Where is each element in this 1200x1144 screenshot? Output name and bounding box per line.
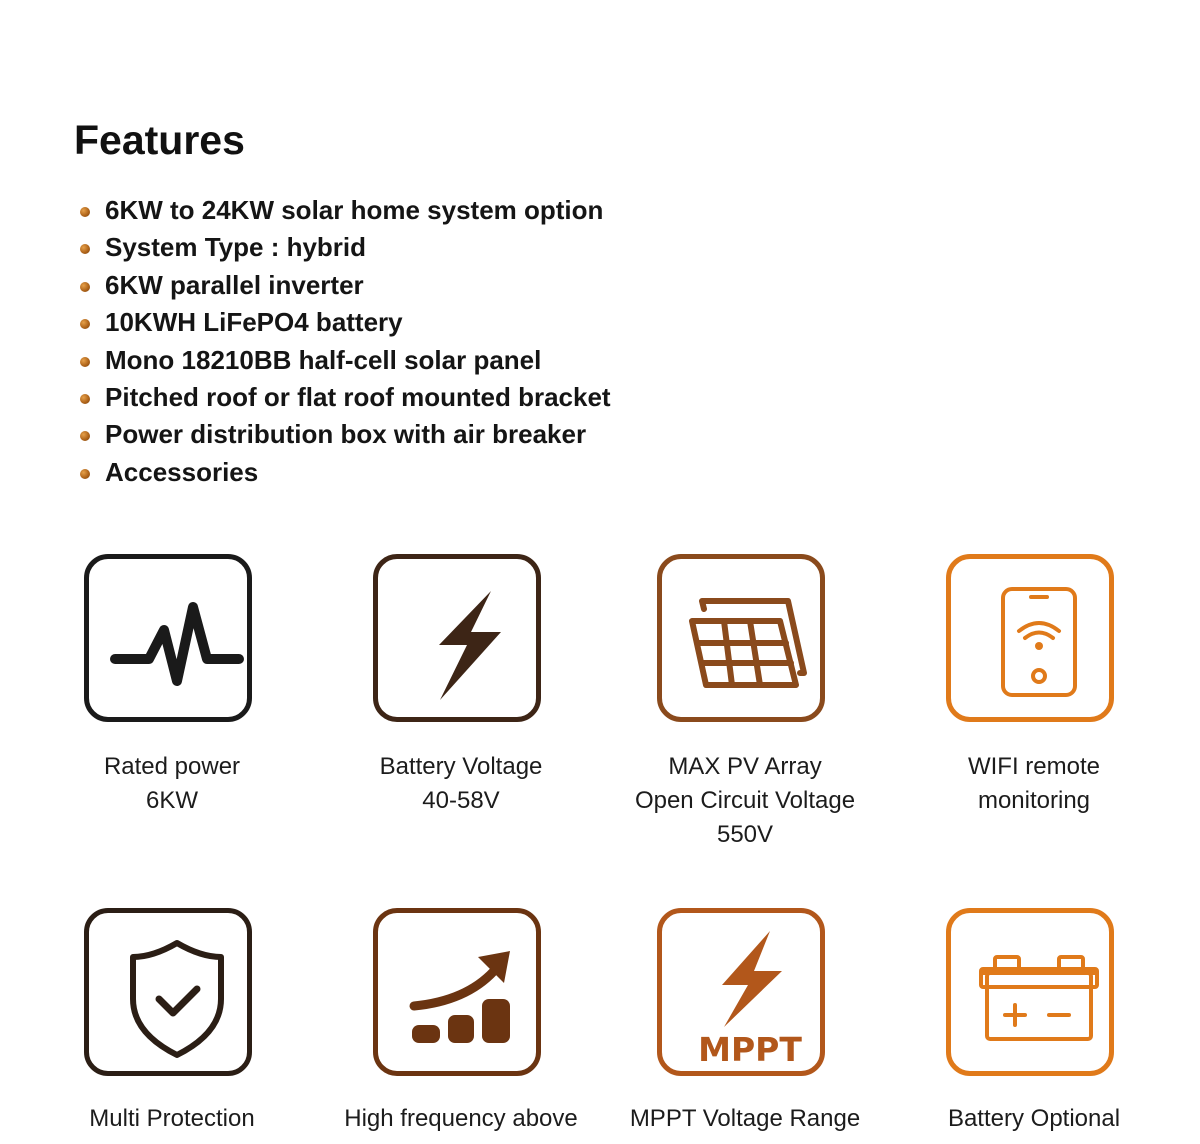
spec-caption xyxy=(316,750,606,818)
growth-arrow-icon xyxy=(378,913,536,1071)
icon-frame xyxy=(373,908,541,1076)
feature-text: 10KWH LiFePO4 battery xyxy=(105,307,403,338)
feature-text: Pitched roof or flat roof mounted bracket xyxy=(105,381,611,412)
spec-caption xyxy=(600,1102,890,1136)
spec-label: High frequency above xyxy=(344,1105,578,1132)
icon-frame xyxy=(84,908,252,1076)
spec-label: MPPT Voltage Range xyxy=(629,1105,861,1132)
icon-frame xyxy=(657,554,825,722)
spec-label: Open Circuit Voltage xyxy=(634,787,856,814)
feature-text: 6KW parallel inverter xyxy=(105,269,364,300)
icon-frame xyxy=(657,908,825,1076)
spec-label: Battery Voltage xyxy=(379,753,543,780)
lightning-icon xyxy=(378,559,536,717)
solar-panel-icon xyxy=(662,559,820,717)
spec-caption xyxy=(600,750,890,852)
spec-value: 550V xyxy=(716,821,774,848)
spec-label: Battery Optional xyxy=(947,1105,1121,1132)
spec-label: MAX PV Array xyxy=(668,753,822,780)
spec-label: Multi Protection xyxy=(89,1105,255,1132)
feature-text: Mono 18210BB half-cell solar panel xyxy=(105,344,542,375)
spec-caption xyxy=(889,750,1179,818)
spec-caption xyxy=(889,1102,1179,1136)
shield-check-icon xyxy=(89,913,247,1071)
spec-label: WIFI remote xyxy=(967,753,1100,780)
icon-frame xyxy=(373,554,541,722)
spec-caption xyxy=(27,750,317,818)
icon-frame xyxy=(84,554,252,722)
icon-frame xyxy=(946,908,1114,1076)
page-title: Features xyxy=(74,117,245,163)
feature-text: System Type : hybrid xyxy=(105,232,367,263)
feature-text: 6KW to 24KW solar home system option xyxy=(105,195,604,225)
mppt-badge: MPPT xyxy=(698,1030,802,1069)
feature-text: Power distribution box with air breaker xyxy=(105,419,587,450)
spec-label: monitoring xyxy=(977,787,1091,814)
spec-caption xyxy=(27,1102,317,1136)
icon-frame xyxy=(946,554,1114,722)
mppt-lightning-icon xyxy=(662,913,820,1071)
spec-caption xyxy=(316,1102,606,1136)
spec-value: 6KW xyxy=(145,787,198,814)
feature-text: Accessories xyxy=(105,456,259,487)
pulse-icon xyxy=(89,559,247,717)
spec-value: 40-58V xyxy=(422,787,500,814)
phone-wifi-icon xyxy=(951,559,1109,717)
spec-label: Rated power xyxy=(103,753,241,780)
battery-icon xyxy=(951,913,1109,1071)
